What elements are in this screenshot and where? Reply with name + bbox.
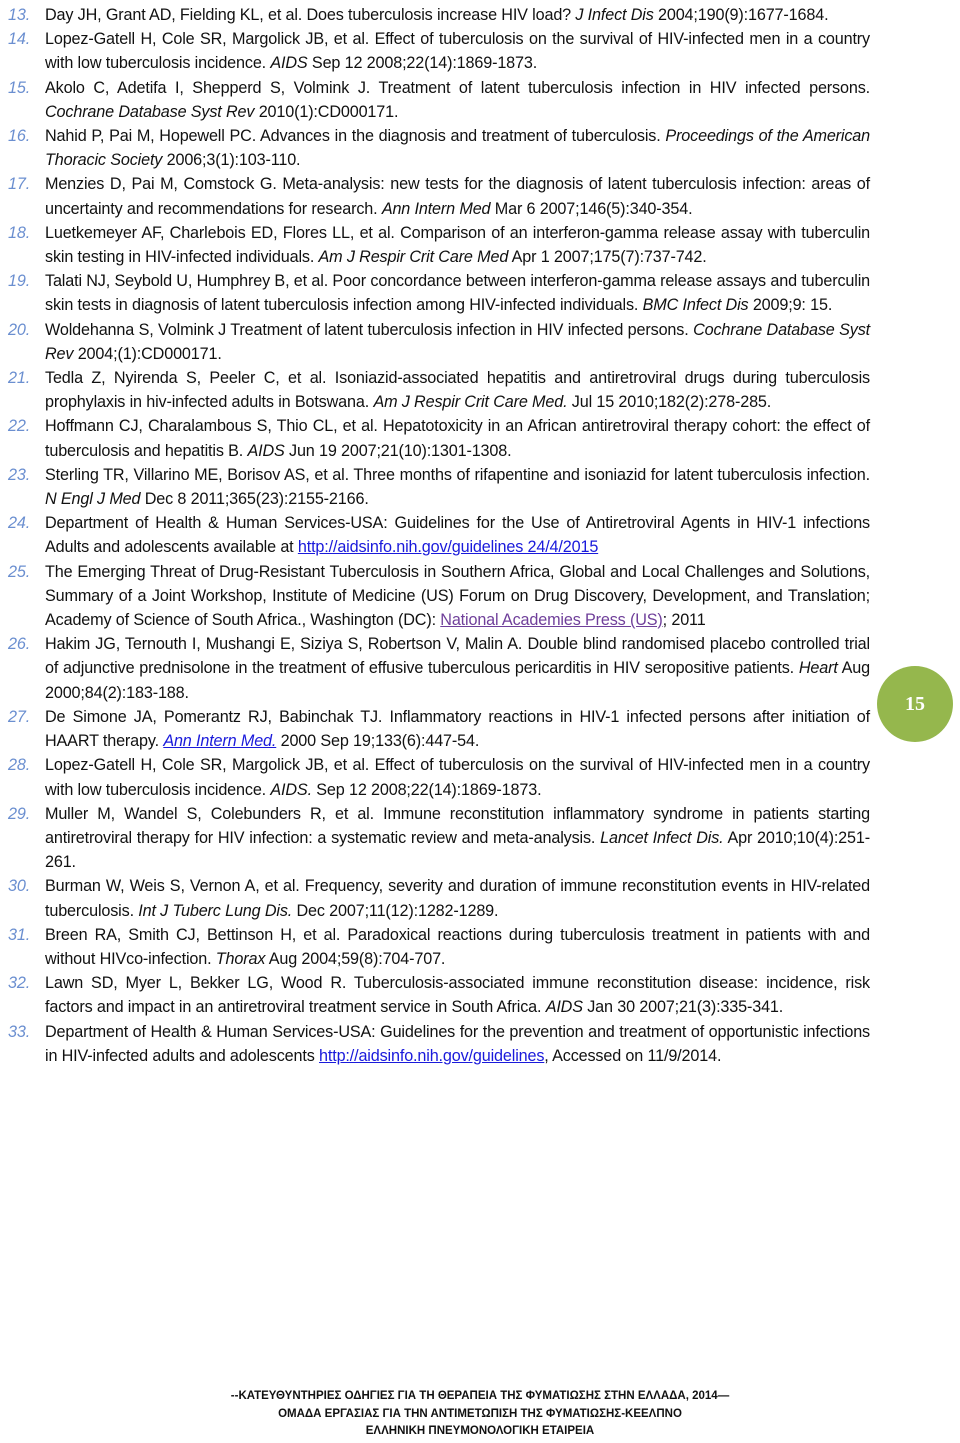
reference-segment: Sep 12 2008;22(14):1869-1873. <box>311 780 542 799</box>
journal-title: Ann Intern Med <box>381 199 491 218</box>
reference-segment: Talati NJ, Seybold U, Humphrey B, et al. Poor concordance between interferon-gamma release assays and tuberculin skin tests in diagnosis of latent tuberculosis infection among HIV-infected individuals. <box>45 272 870 315</box>
journal-title: J Infect Dis <box>575 6 654 24</box>
reference-item <box>8 269 870 317</box>
reference-list <box>8 3 870 1068</box>
reference-segment: , Accessed on 11/9/2014. <box>544 1046 722 1065</box>
reference-segment: Menzies D, Pai M, Comstock G. Meta-analysis: new tests for the diagnosis of latent tuberculosis infection: areas of uncertainty and recommendations for research. <box>45 175 870 218</box>
reference-item <box>8 923 870 971</box>
reference-text <box>45 221 870 269</box>
reference-segment: De Simone JA, Pomerantz RJ, Babinchak TJ. Inflammatory reactions in HIV-1 infected persons after initiation of HAART therapy. <box>45 707 870 751</box>
reference-segment: 2009;9: 15. <box>748 296 833 315</box>
reference-item <box>8 511 870 559</box>
reference-item <box>8 172 870 220</box>
reference-segment: Woldehanna S, Volmink J Treatment of latent tuberculosis infection in HIV infected persons. <box>45 320 694 339</box>
reference-number: 21. <box>8 369 31 388</box>
reference-text <box>45 705 870 753</box>
reference-segment: Hakim JG, Ternouth I, Mushangi E, Siziya S, Robertson V, Malin A. Double blind randomised placebo controlled trial of adjunctive prednisolone in the treatment of effusive tuberculous pericarditis in HIV seropositive patients. <box>45 635 870 678</box>
reference-text <box>45 923 870 971</box>
page-footer <box>0 1388 960 1441</box>
reference-segment: Mar 6 2007;146(5):340-354. <box>490 199 693 218</box>
reference-item <box>8 560 870 633</box>
reference-text <box>45 971 870 1019</box>
journal-title: Am J Respir Crit Care Med. <box>373 393 568 412</box>
reference-number: 19. <box>8 272 31 291</box>
footer-line-3: ΕΛΛΗΝΙΚΗ ΠΝΕΥΜΟΝΟΛΟΓΙΚΗ ΕΤΑΙΡΕΙΑ <box>365 1425 595 1437</box>
reference-item <box>8 802 870 875</box>
reference-segment: Apr 1 2007;175(7):737-742. <box>508 248 707 267</box>
journal-title: AIDS <box>270 54 308 73</box>
reference-number: 23. <box>8 465 31 484</box>
journal-title: Am J Respir Crit Care Med <box>318 248 509 267</box>
reference-text <box>45 1020 870 1068</box>
journal-title: Cochrane Database Syst Rev <box>45 320 870 363</box>
reference-item <box>8 971 870 1019</box>
journal-title: AIDS <box>545 998 583 1017</box>
reference-number: 17. <box>8 175 31 194</box>
reference-number: 24. <box>8 514 31 533</box>
reference-segment: Breen RA, Smith CJ, Bettinson H, et al. Paradoxical reactions during tuberculosis treatment in patients with and without HIVco-infection. <box>45 925 870 968</box>
reference-number: 13. <box>8 6 31 24</box>
reference-item <box>8 318 870 366</box>
reference-segment: Aug 2004;59(8):704-707. <box>265 949 446 968</box>
reference-item <box>8 463 870 511</box>
reference-number: 25. <box>8 562 31 581</box>
journal-title: BMC Infect Dis <box>642 296 749 315</box>
reference-number: 14. <box>8 30 31 49</box>
reference-text <box>45 172 870 220</box>
reference-number: 20. <box>8 320 31 339</box>
reference-item <box>8 705 870 753</box>
reference-item <box>8 124 870 172</box>
reference-segment: Hoffmann CJ, Charalambous S, Thio CL, et al. Hepatotoxicity in an African antiretroviral therapy cohort: the effect of tuberculosis and hepatitis B. <box>45 417 870 460</box>
reference-text <box>45 511 870 559</box>
reference-segment: Lopez-Gatell H, Cole SR, Margolick JB, et al. Effect of tuberculosis on the survival of HIV-infected men in a country with low tuberculosis incidence. <box>45 756 870 799</box>
reference-text <box>45 414 870 462</box>
reference-segment: Day JH, Grant AD, Fielding KL, et al. Does tuberculosis increase HIV load? <box>45 6 576 24</box>
reference-segment: Department of Health & Human Services-USA: Guidelines for the prevention and treatment of opportunistic infections in HIV-infected adults and adolescents <box>45 1022 870 1065</box>
journal-title: N Engl J Med <box>45 490 141 509</box>
journal-title: Proceedings of the American Thoracic Society <box>45 127 871 170</box>
reference-number: 28. <box>8 756 31 775</box>
journal-title: Int J Tuberc Lung Dis. <box>138 901 293 920</box>
page-number-badge: 15 <box>877 666 953 742</box>
reference-segment: Jun 19 2007;21(10):1301-1308. <box>284 441 512 460</box>
reference-item <box>8 366 870 414</box>
reference-segment: Apr 2010;10(4):251-261. <box>45 828 870 872</box>
reference-item <box>8 632 870 705</box>
reference-segment: 2004;(1):CD000171. <box>73 344 222 363</box>
footer-line-1: --ΚΑΤΕΥΘΥΝΤΗΡΙΕΣ ΟΔΗΓΙΕΣ ΓΙΑ ΤΗ ΘΕΡΑΠΕΙΑ ΤΗΣ ΦΥΜΑΤΙΩΣΗΣ ΣΤΗΝ ΕΛΛΑΔΑ, 2014— <box>230 1390 730 1402</box>
reference-item <box>8 414 870 462</box>
reference-text <box>45 3 870 27</box>
reference-number: 16. <box>8 127 31 146</box>
reference-number: 32. <box>8 974 31 993</box>
reference-text <box>45 124 870 172</box>
reference-number: 18. <box>8 223 31 242</box>
reference-text <box>45 269 870 317</box>
reference-segment: Luetkemeyer AF, Charlebois ED, Flores LL, et al. Comparison of an interferon-gamma release assay with tuberculin skin testing in HIV-infected individuals. <box>45 223 870 267</box>
reference-item <box>8 27 870 75</box>
reference-text <box>45 802 870 875</box>
reference-segment: Sep 12 2008;22(14):1869-1873. <box>307 54 538 73</box>
reference-text <box>45 632 870 705</box>
journal-title: AIDS <box>247 441 285 460</box>
reference-segment: 2004;190(9):1677-1684. <box>653 6 829 24</box>
reference-item <box>8 76 870 124</box>
reference-segment: ; 2011 <box>662 611 706 630</box>
reference-segment: Jan 30 2007;21(3):335-341. <box>582 998 784 1017</box>
reference-link[interactable]: http://aidsinfo.nih.gov/guidelines <box>319 1046 545 1065</box>
reference-number: 30. <box>8 877 31 896</box>
reference-item <box>8 221 870 269</box>
reference-segment: Aug 2000;84(2):183-188. <box>45 659 870 702</box>
reference-segment: Jul 15 2010;182(2):278-285. <box>567 393 772 412</box>
journal-title: Lancet Infect Dis. <box>600 828 724 847</box>
reference-segment: Sterling TR, Villarino ME, Borisov AS, et al. Three months of rifapentine and isoniazid for latent tuberculosis infection. <box>45 465 870 484</box>
footer-line-2: ΟΜΑΔΑ ΕΡΓΑΣΙΑΣ ΓΙΑ ΤΗΝ ΑΝΤΙΜΕΤΩΠΙΣΗ ΤΗΣ ΦΥΜΑΤΙΩΣΗΣ-ΚΕΕΛΠΝΟ <box>278 1407 682 1420</box>
reference-text <box>45 560 870 633</box>
reference-item <box>8 3 870 27</box>
reference-text <box>45 753 870 801</box>
reference-segment: Nahid P, Pai M, Hopewell PC. Advances in the diagnosis and treatment of tuberculosis. <box>45 127 666 146</box>
reference-number: 15. <box>8 78 31 97</box>
reference-link[interactable]: Ann Intern Med. <box>163 732 277 751</box>
reference-text <box>45 76 870 124</box>
reference-number: 27. <box>8 707 31 726</box>
reference-segment: Akolo C, Adetifa I, Shepperd S, Volmink J. Treatment of latent tuberculosis infection in HIV infected persons. <box>45 78 870 97</box>
reference-segment: Dec 2007;11(12):1282-1289. <box>292 901 499 920</box>
reference-segment: Department of Health & Human Services-USA: Guidelines for the Use of Antiretroviral Agents in HIV-1 infections Adults and adolescents available at <box>45 514 870 557</box>
reference-segment: 2006;3(1):103-110. <box>162 151 301 170</box>
reference-number: 33. <box>8 1022 31 1041</box>
reference-number: 29. <box>8 804 31 823</box>
reference-segment: Dec 8 2011;365(23):2155-2166. <box>140 490 369 509</box>
reference-text <box>45 27 870 75</box>
reference-link[interactable]: http://aidsinfo.nih.gov/guidelines 24/4/2015 <box>297 538 599 557</box>
reference-number: 22. <box>8 417 31 436</box>
journal-title: AIDS. <box>270 780 312 799</box>
reference-segment: Burman W, Weis S, Vernon A, et al. Frequency, severity and duration of immune reconstitution events in HIV-related tuberculosis. <box>45 877 870 920</box>
reference-text <box>45 366 870 414</box>
reference-number: 31. <box>8 925 31 944</box>
reference-segment: Lawn SD, Myer L, Bekker LG, Wood R. Tuberculosis-associated immune reconstitution disease: incidence, risk factors and impact in an antiretroviral treatment service in South Africa. <box>45 974 870 1017</box>
reference-text <box>45 318 870 366</box>
reference-text <box>45 463 870 511</box>
journal-title: Thorax <box>215 949 266 968</box>
reference-item <box>8 753 870 801</box>
reference-item <box>8 874 870 922</box>
reference-segment: Tedla Z, Nyirenda S, Peeler C, et al. Isoniazid-associated hepatitis and antiretroviral drugs during tuberculosis prophylaxis in hiv-infected adults in Botswana. <box>45 369 870 412</box>
journal-title: Heart <box>798 659 838 678</box>
reference-link[interactable]: National Academies Press (US) <box>440 611 663 630</box>
reference-segment: 2000 Sep 19;133(6):447-54. <box>276 732 480 751</box>
reference-number: 26. <box>8 635 31 654</box>
reference-segment: Lopez-Gatell H, Cole SR, Margolick JB, et al. Effect of tuberculosis on the survival of HIV-infected men in a country with low tuberculosis incidence. <box>45 30 870 73</box>
reference-item <box>8 1020 870 1068</box>
reference-segment: Muller M, Wandel S, Colebunders R, et al. Immune reconstitution inflammatory syndrome in patients starting antiretroviral therapy for HIV infection: a systematic review and meta-analysis. <box>45 804 870 847</box>
reference-text <box>45 874 870 922</box>
reference-segment: The Emerging Threat of Drug-Resistant Tuberculosis in Southern Africa, Global and Local Challenges and Solutions, Summary of a Joint Workshop, Institute of Medicine (US) Forum on Drug Discovery, Development, and Translation; Academy of Science of South Africa., Washington (DC): <box>45 562 870 630</box>
reference-segment: 2010(1):CD000171. <box>254 102 399 121</box>
journal-title: Cochrane Database Syst Rev <box>45 102 255 121</box>
